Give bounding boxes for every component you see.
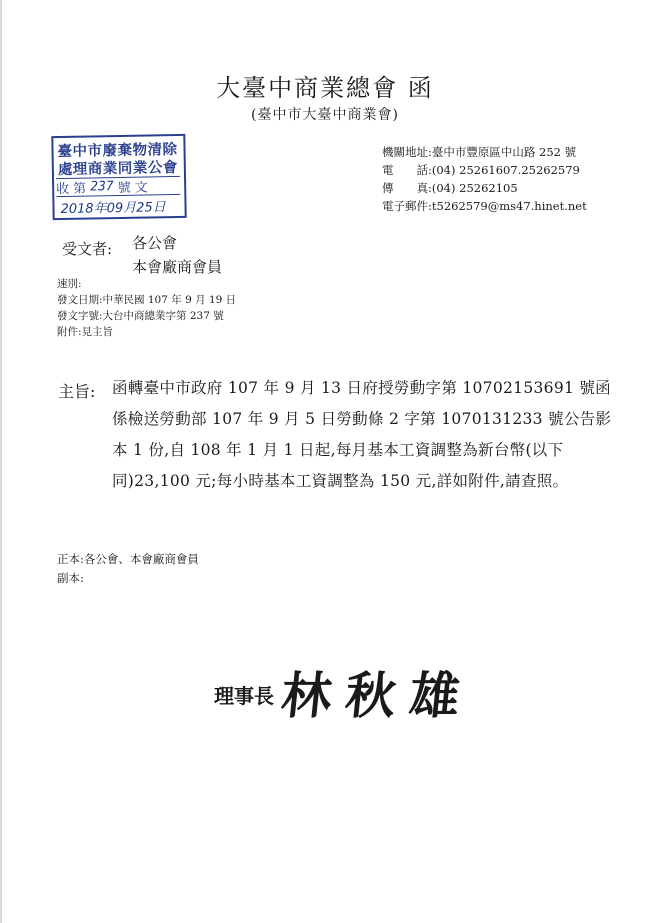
- agency-email: [382, 198, 587, 214]
- agency-phone: [382, 162, 580, 178]
- issue-date-field: 發文日期:中華民國 107 年 9 月 19 日: [57, 294, 237, 306]
- email-value: t5262579@ms47.hinet.net: [431, 199, 587, 213]
- subject-line-3: 本 1 份,自 108 年 1 月 1 日起,每月基本工資調整為新台幣(以下: [112, 441, 564, 459]
- recipient-line2: 本會廠商會員: [132, 258, 223, 276]
- address-value: 臺中市豐原區中山路 252 號: [431, 145, 577, 159]
- doc-number-field: 發文字號:大台中商總業字第 237 號: [57, 310, 224, 322]
- copy-recipients: 副本:: [57, 571, 84, 585]
- agency-address: [382, 144, 576, 160]
- stamp-receipt-word: 第: [73, 181, 87, 197]
- stamp-receipt-word2: 文: [134, 180, 148, 196]
- subject-line-2: 係檢送勞動部 107 年 9 月 5 日勞動條 2 字第 1070131233 號公告影: [112, 410, 612, 428]
- document-title: 大臺中商業總會 函: [216, 74, 434, 102]
- stamp-receipt-number: 237: [90, 179, 114, 195]
- recipient-label: 受文者:: [62, 240, 113, 258]
- document-subtitle: (臺中市大臺中商業會): [251, 107, 399, 123]
- original-recipients: 正本:各公會、本會廠商會員: [57, 552, 199, 566]
- stamp-receipt-row: [56, 176, 180, 197]
- address-label: 機關地址:: [382, 145, 432, 159]
- signature-title: 理事長: [214, 684, 274, 708]
- stamp-date: 2018年09月25日: [60, 200, 166, 218]
- subject-body: [112, 373, 612, 497]
- stamp-receipt-prefix: 收: [56, 181, 70, 198]
- subject-label: 主旨:: [58, 382, 96, 401]
- signature-name: 林秋雄: [278, 667, 477, 725]
- phone-value: (04) 25261607.25262579: [431, 163, 580, 177]
- attachment-field: 附件:見主旨: [57, 326, 114, 338]
- speed-field: 速別:: [57, 278, 82, 290]
- stamp-org-line1: 臺中市廢棄物清除: [57, 141, 178, 161]
- page-left-edge: [0, 0, 2, 923]
- fax-value: (04) 25262105: [431, 181, 518, 195]
- receipt-stamp: [51, 134, 186, 220]
- phone-label: 電 話:: [382, 163, 432, 177]
- stamp-org-line2: 處理商業同業公會: [57, 159, 178, 179]
- fax-label: 傳 真:: [382, 181, 432, 195]
- stamp-receipt-suffix: 號: [117, 180, 131, 197]
- agency-fax: [382, 180, 518, 196]
- subject-line-1: 函轉臺中市政府 107 年 9 月 13 日府授勞動字第 10702153691 號函: [112, 379, 611, 397]
- recipient-line1: 各公會: [132, 234, 178, 252]
- email-label: 電子郵件:: [382, 199, 432, 213]
- subject-line-4: 同)23,100 元;每小時基本工資調整為 150 元,詳如附件,請查照。: [112, 472, 569, 490]
